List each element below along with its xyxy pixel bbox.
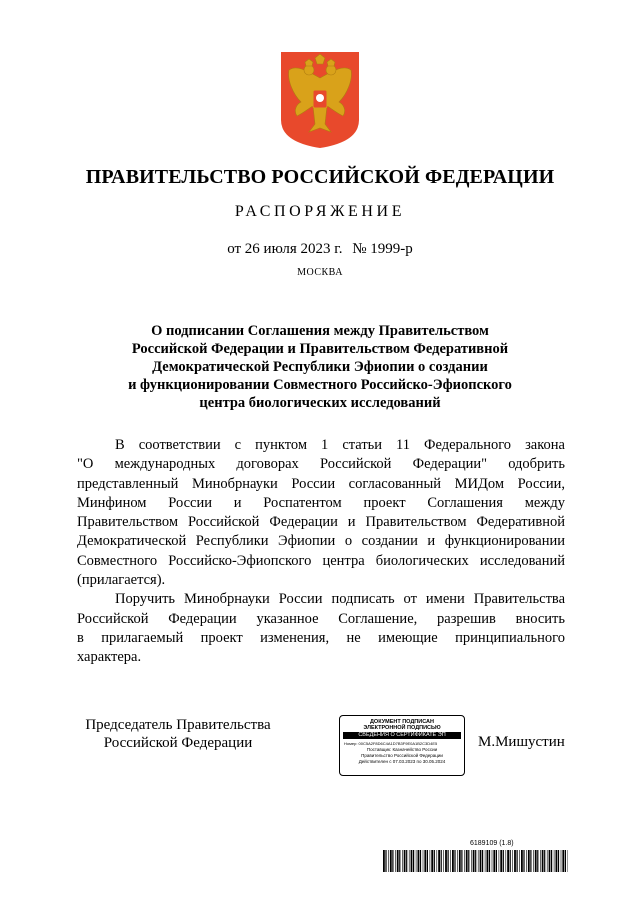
subject-line: центра биологических исследований — [199, 395, 441, 411]
subject-line: Российской Федерации и Правительством Федеративной — [131, 341, 509, 357]
coat-of-arms-emblem — [279, 50, 361, 150]
stamp-line: Действителен с 07.03.2023 по 30.05.2024 — [358, 759, 446, 764]
document-city: МОСКВА — [297, 267, 343, 278]
subject-line: и функционировании Совместного Российско-Эфиопского — [128, 377, 512, 393]
body-line: Правительством Российской Федерации и Правительством Федеративной — [77, 514, 565, 531]
document-type: РАСПОРЯЖЕНИЕ — [234, 203, 406, 220]
subject-line: О подписании Соглашения между Правительством — [151, 323, 489, 339]
stamp-line: Поставщик: Казначейство России — [366, 747, 438, 752]
government-title: ПРАВИТЕЛЬСТВО РОССИЙСКОЙ ФЕДЕРАЦИИ — [85, 166, 555, 188]
document-date-line — [0, 241, 640, 258]
stamp-line: Правительство Российской Федерации — [361, 753, 443, 758]
document-date: от 26 июля 2023 г. — [227, 241, 343, 257]
signer-title — [78, 716, 278, 752]
signer-name: М.Мишустин — [478, 734, 565, 750]
stamp-line: ЭЛЕКТРОННОЙ ПОДПИСЬЮ — [363, 725, 441, 731]
stamp-certificate-banner: СВЕДЕНИЯ О СЕРТИФИКАТЕ ЭП — [343, 732, 461, 739]
body-line: Демократической Республики Эфиопии о создании и функционировании — [77, 533, 565, 550]
body-line: Совместного Российско-Эфиопского центра биологических исследований — [77, 552, 565, 569]
stamp-line: ДОКУМЕНТ ПОДПИСАН — [370, 719, 434, 725]
body-line: Российской Федерации указанное Соглашение, разрешив вносить — [77, 610, 565, 627]
stamp-cert-number: Номер: 00C5A2F8D6C4A1D7B3F9E0A1B2C3D4E5 — [344, 741, 438, 746]
body-line: представленный Минобрнауки России согласованный МИДом России, — [77, 475, 565, 492]
body-line: Минфином России и Роспатентом проект Соглашения между — [77, 494, 565, 511]
body-line: характера. — [77, 649, 142, 666]
body-line: Поручить Минобрнауки России подписать от имени Правительства — [115, 591, 565, 608]
document-number: № 1999-р — [352, 241, 413, 257]
document-body — [77, 436, 565, 668]
body-line: в прилагаемый проект изменения, не имеющие принципиального — [77, 629, 565, 646]
body-line: (прилагается). — [77, 572, 166, 589]
stamp-details — [344, 747, 460, 765]
subject-line: Демократической Республики Эфиопии о создании — [152, 359, 488, 375]
barcode-number: 6189109 (1.8) — [470, 840, 514, 847]
body-line: "О международных договорах Российской Федерации" одобрить — [77, 456, 565, 473]
signer-title-line: Председатель Правительства — [85, 717, 271, 733]
signer-title-line: Российской Федерации — [103, 735, 253, 751]
stamp-header — [340, 719, 464, 731]
electronic-signature-stamp — [339, 715, 465, 776]
document-subject — [60, 322, 580, 412]
body-line: В соответствии с пунктом 1 статьи 11 Федерального закона — [115, 437, 565, 453]
barcode-image — [383, 850, 568, 872]
